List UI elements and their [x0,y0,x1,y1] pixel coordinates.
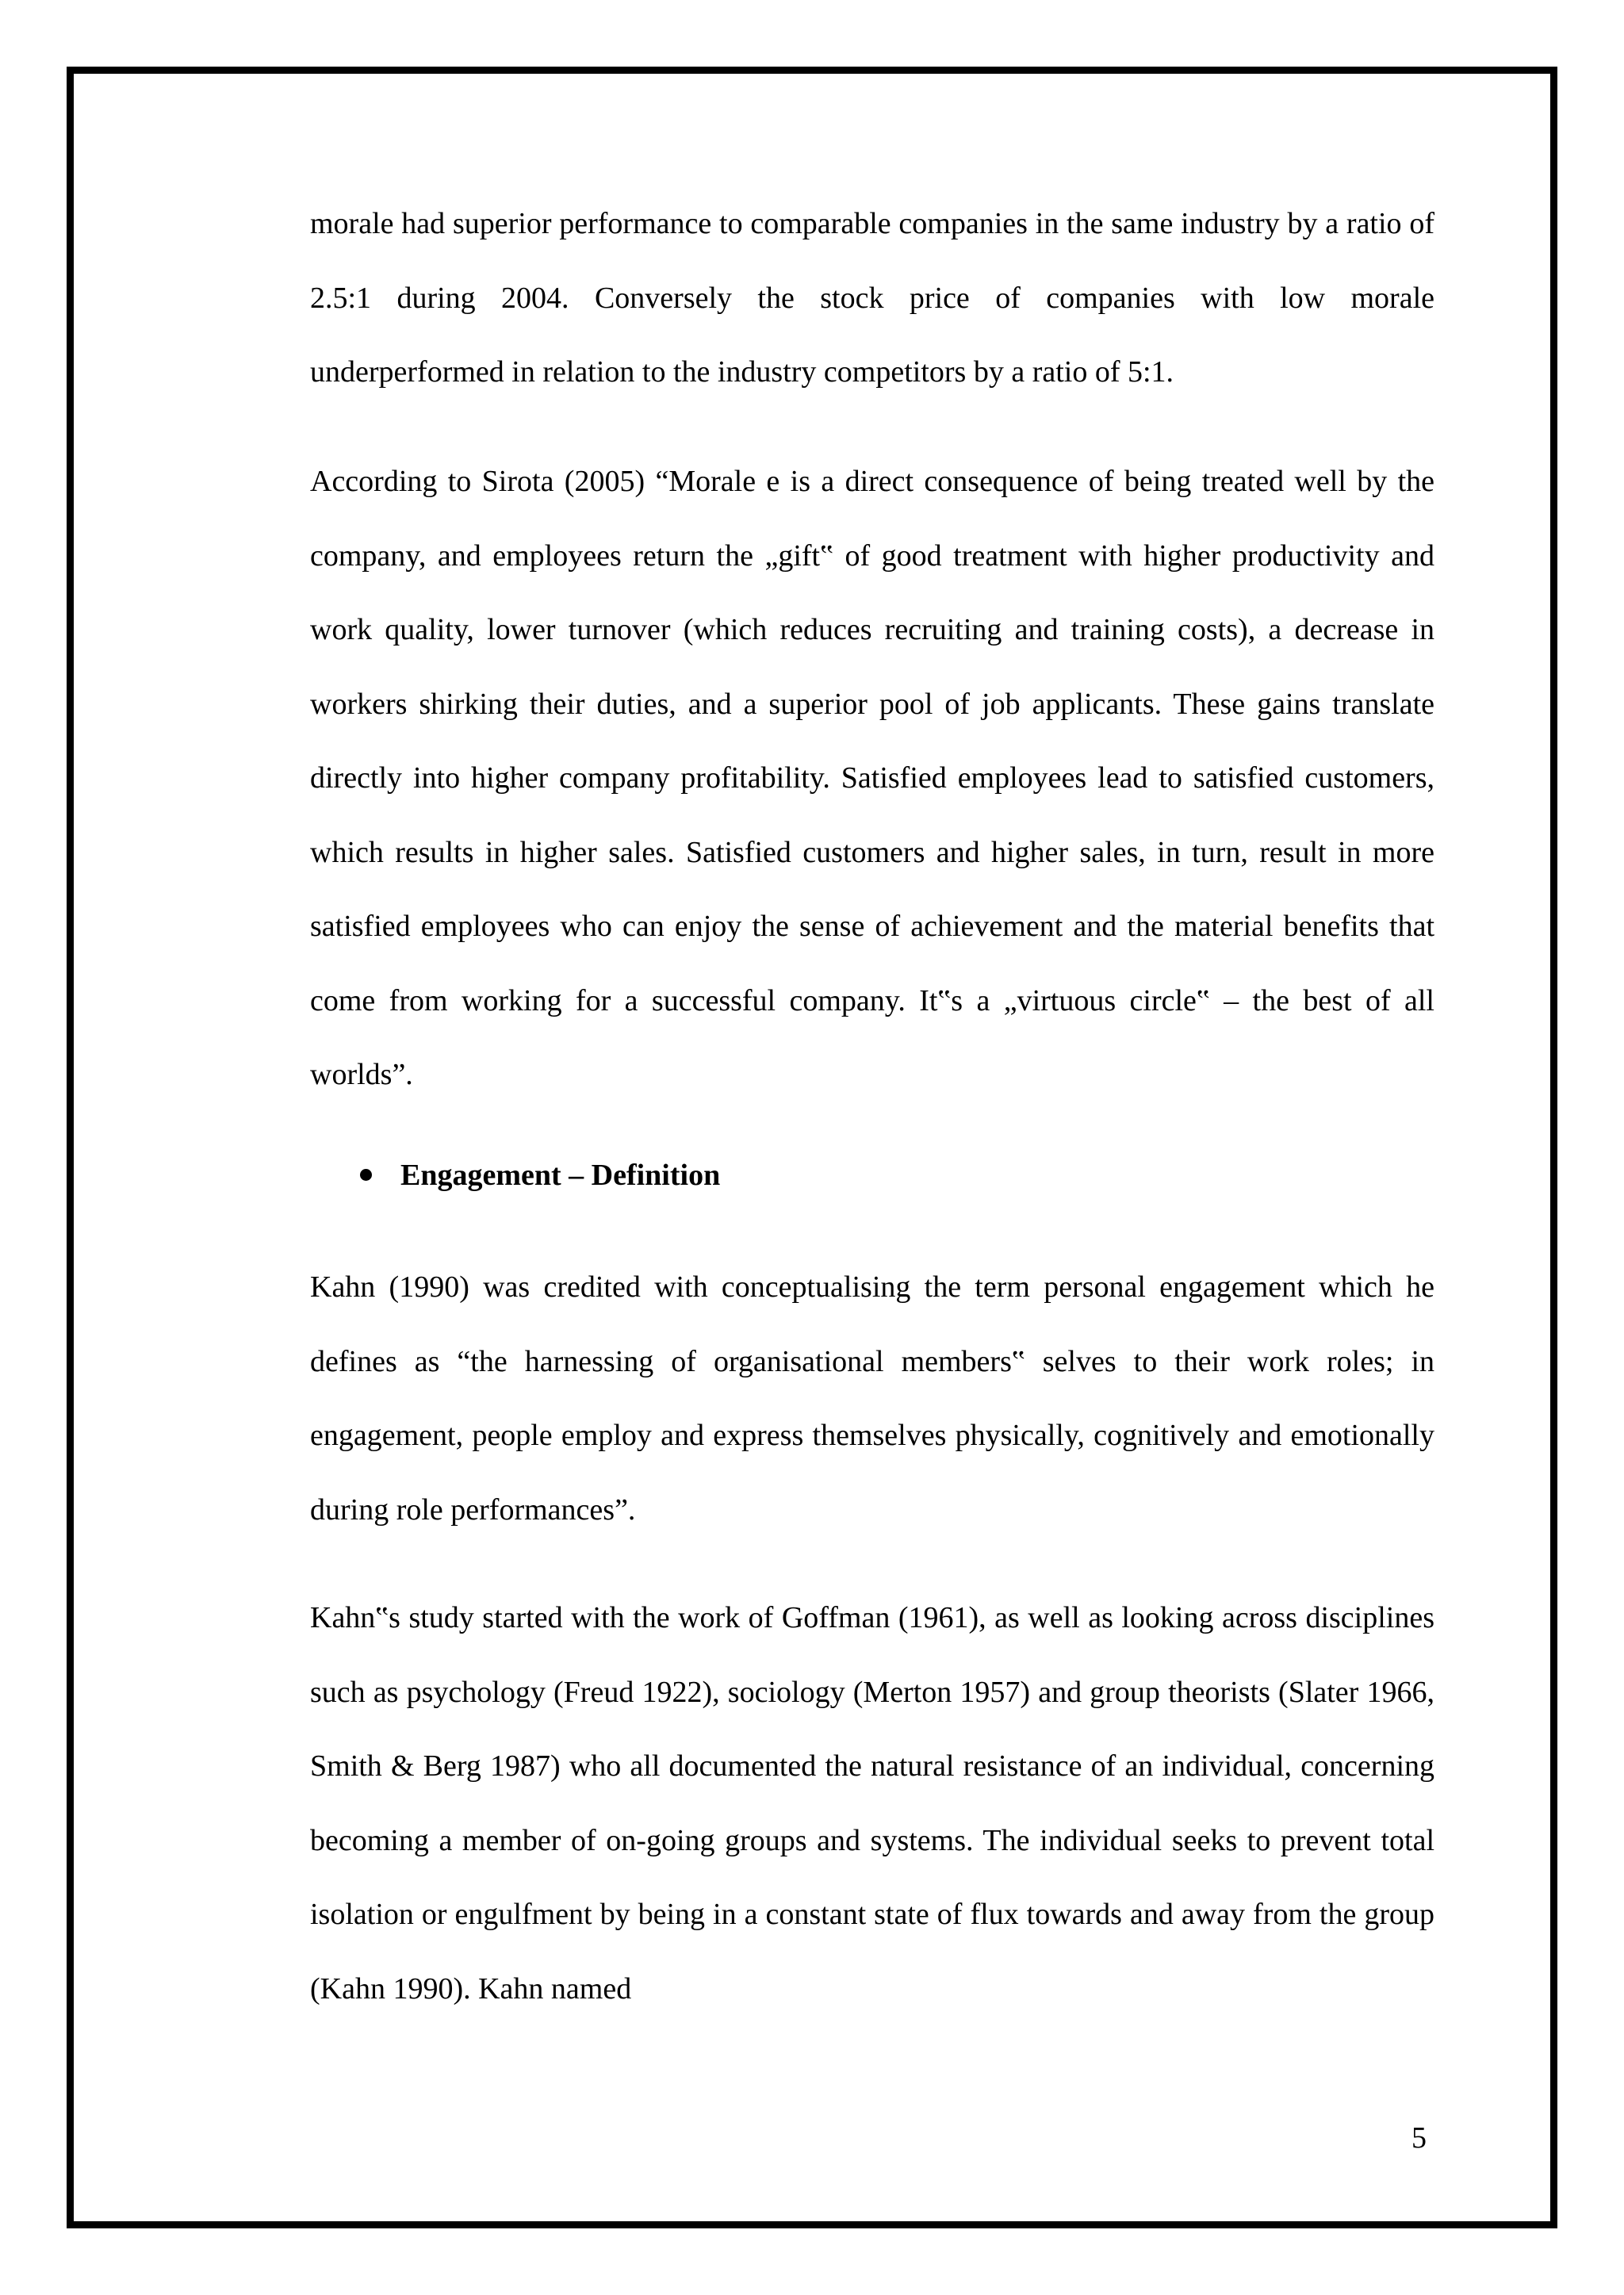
paragraph-sirota-quote: According to Sirota (2005) “Morale e is a direct consequence of being treated well by the company, and employees return the „gift‟ of good treatment with higher productivity and work quality, lower turnover (which reduces recruiting and training costs), a decrease in workers shirking their duties, and a superior pool of job applicants. These gains translate directly into higher company profitability. Satisfied employees lead to satisfied customers, which results in higher sales. Satisfied customers and higher sales, in turn, result in more satisfied employees who can enjoy the sense of achievement and the material benefits that come from working for a successful company. It‟s a „virtuous circle‟ – the best of all worlds”. [310,465,1434,1091]
section-heading-text: Engagement – Definition [400,1159,721,1192]
bullet-icon [360,1169,372,1181]
paragraph-kahn-study: Kahn‟s study started with the work of Goffman (1961), as well as looking across disciplines such as psychology (Freud 1922), sociology (Merton 1957) and group theorists (Slater 1966, Smith & Berg 1987) who all documented the natural resistance of an individual, concerning becoming a member of on-going groups and systems. The individual seeks to prevent total isolation or engulfment by being in a constant state of flux towards and away from the group (Kahn 1990). Kahn named [310,1601,1434,2006]
section-heading-engagement [360,1139,720,1213]
paragraph-morale-performance: morale had superior performance to comparable companies in the same industry by a ratio of 2.5:1 during 2004. Conversely the stock price of companies with low morale underperformed in relation to the industry competitors by a ratio of 5:1. [310,207,1434,389]
page-number: 5 [1411,2121,1427,2155]
paragraph-kahn-definition: Kahn (1990) was credited with conceptualising the term personal engagement which he defines as “the harnessing of organisational members‟ selves to their work roles; in engagement, people employ and express themselves physically, cognitively and emotionally during role performances”. [310,1270,1434,1527]
